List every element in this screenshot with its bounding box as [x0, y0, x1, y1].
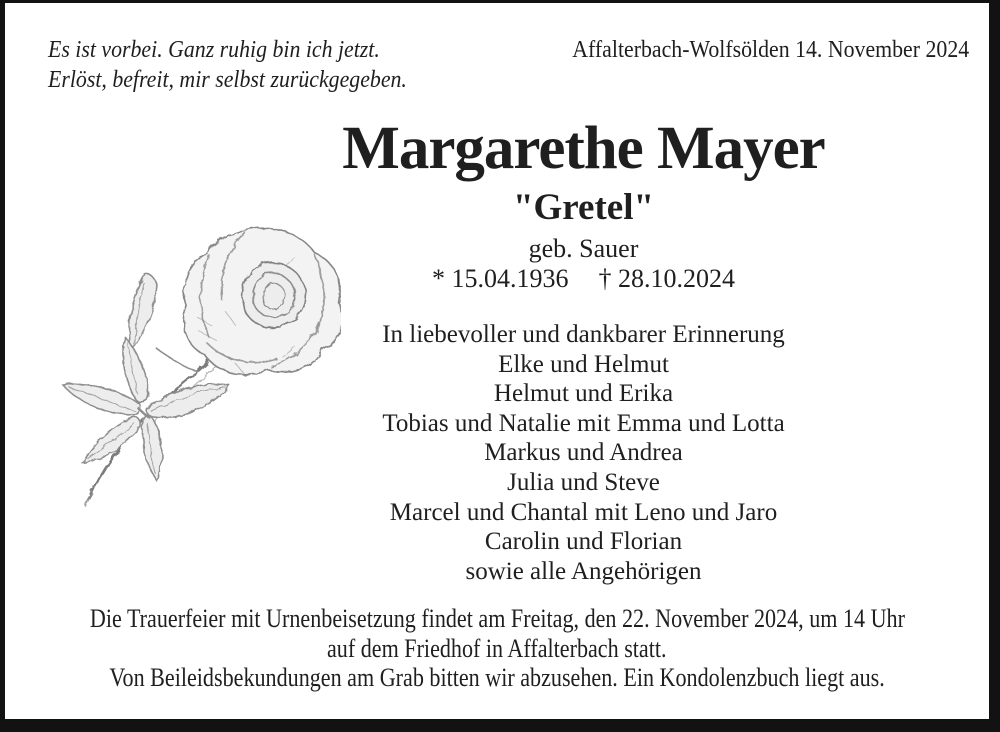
- mourner-line: Markus und Andrea: [484, 439, 683, 467]
- mourner-line: Carolin und Florian: [484, 528, 683, 556]
- mourner-line: Julia und Steve: [507, 468, 660, 496]
- funeral-info: [5, 604, 989, 693]
- mourner-line: Tobias und Natalie mit Emma und Lotta: [382, 409, 785, 437]
- life-dates: [178, 264, 989, 294]
- maiden-name: geb. Sauer: [528, 234, 639, 263]
- deceased-nickname: "Gretel": [512, 187, 655, 228]
- mourner-line: Elke und Helmut: [498, 350, 669, 378]
- epitaph-line: Erlöst, befreit, mir selbst zurückgegeben.: [48, 67, 407, 93]
- funeral-info-line: Die Trauerfeier mit Urnenbeisetzung findet am Freitag, den 22. November 2024, um 14 Uhr: [89, 604, 905, 633]
- mourner-line: Helmut und Erika: [493, 380, 674, 408]
- mourner-line: Marcel und Chantal mit Leno und Jaro: [389, 498, 778, 526]
- funeral-info-line: auf dem Friedhof in Affalterbach statt.: [327, 633, 667, 663]
- mourners-list: [178, 320, 989, 586]
- birth-date: * 15.04.1936: [432, 264, 569, 293]
- dateline: Affalterbach-Wolfsölden 14. November 2024: [572, 37, 969, 63]
- epitaph-line: Es ist vorbei. Ganz ruhig bin ich jetzt.: [48, 37, 380, 63]
- mourners-intro: In liebevoller und dankbarer Erinnerung: [382, 321, 785, 348]
- condolence-note: Von Beileidsbekundungen am Grab bitten wir abzusehen. Ein Kondolenzbuch liegt aus.: [109, 663, 885, 693]
- mourner-line: sowie alle Angehörigen: [465, 557, 702, 585]
- deceased-name: Margarethe Mayer: [342, 115, 825, 182]
- death-date: † 28.10.2024: [598, 264, 735, 293]
